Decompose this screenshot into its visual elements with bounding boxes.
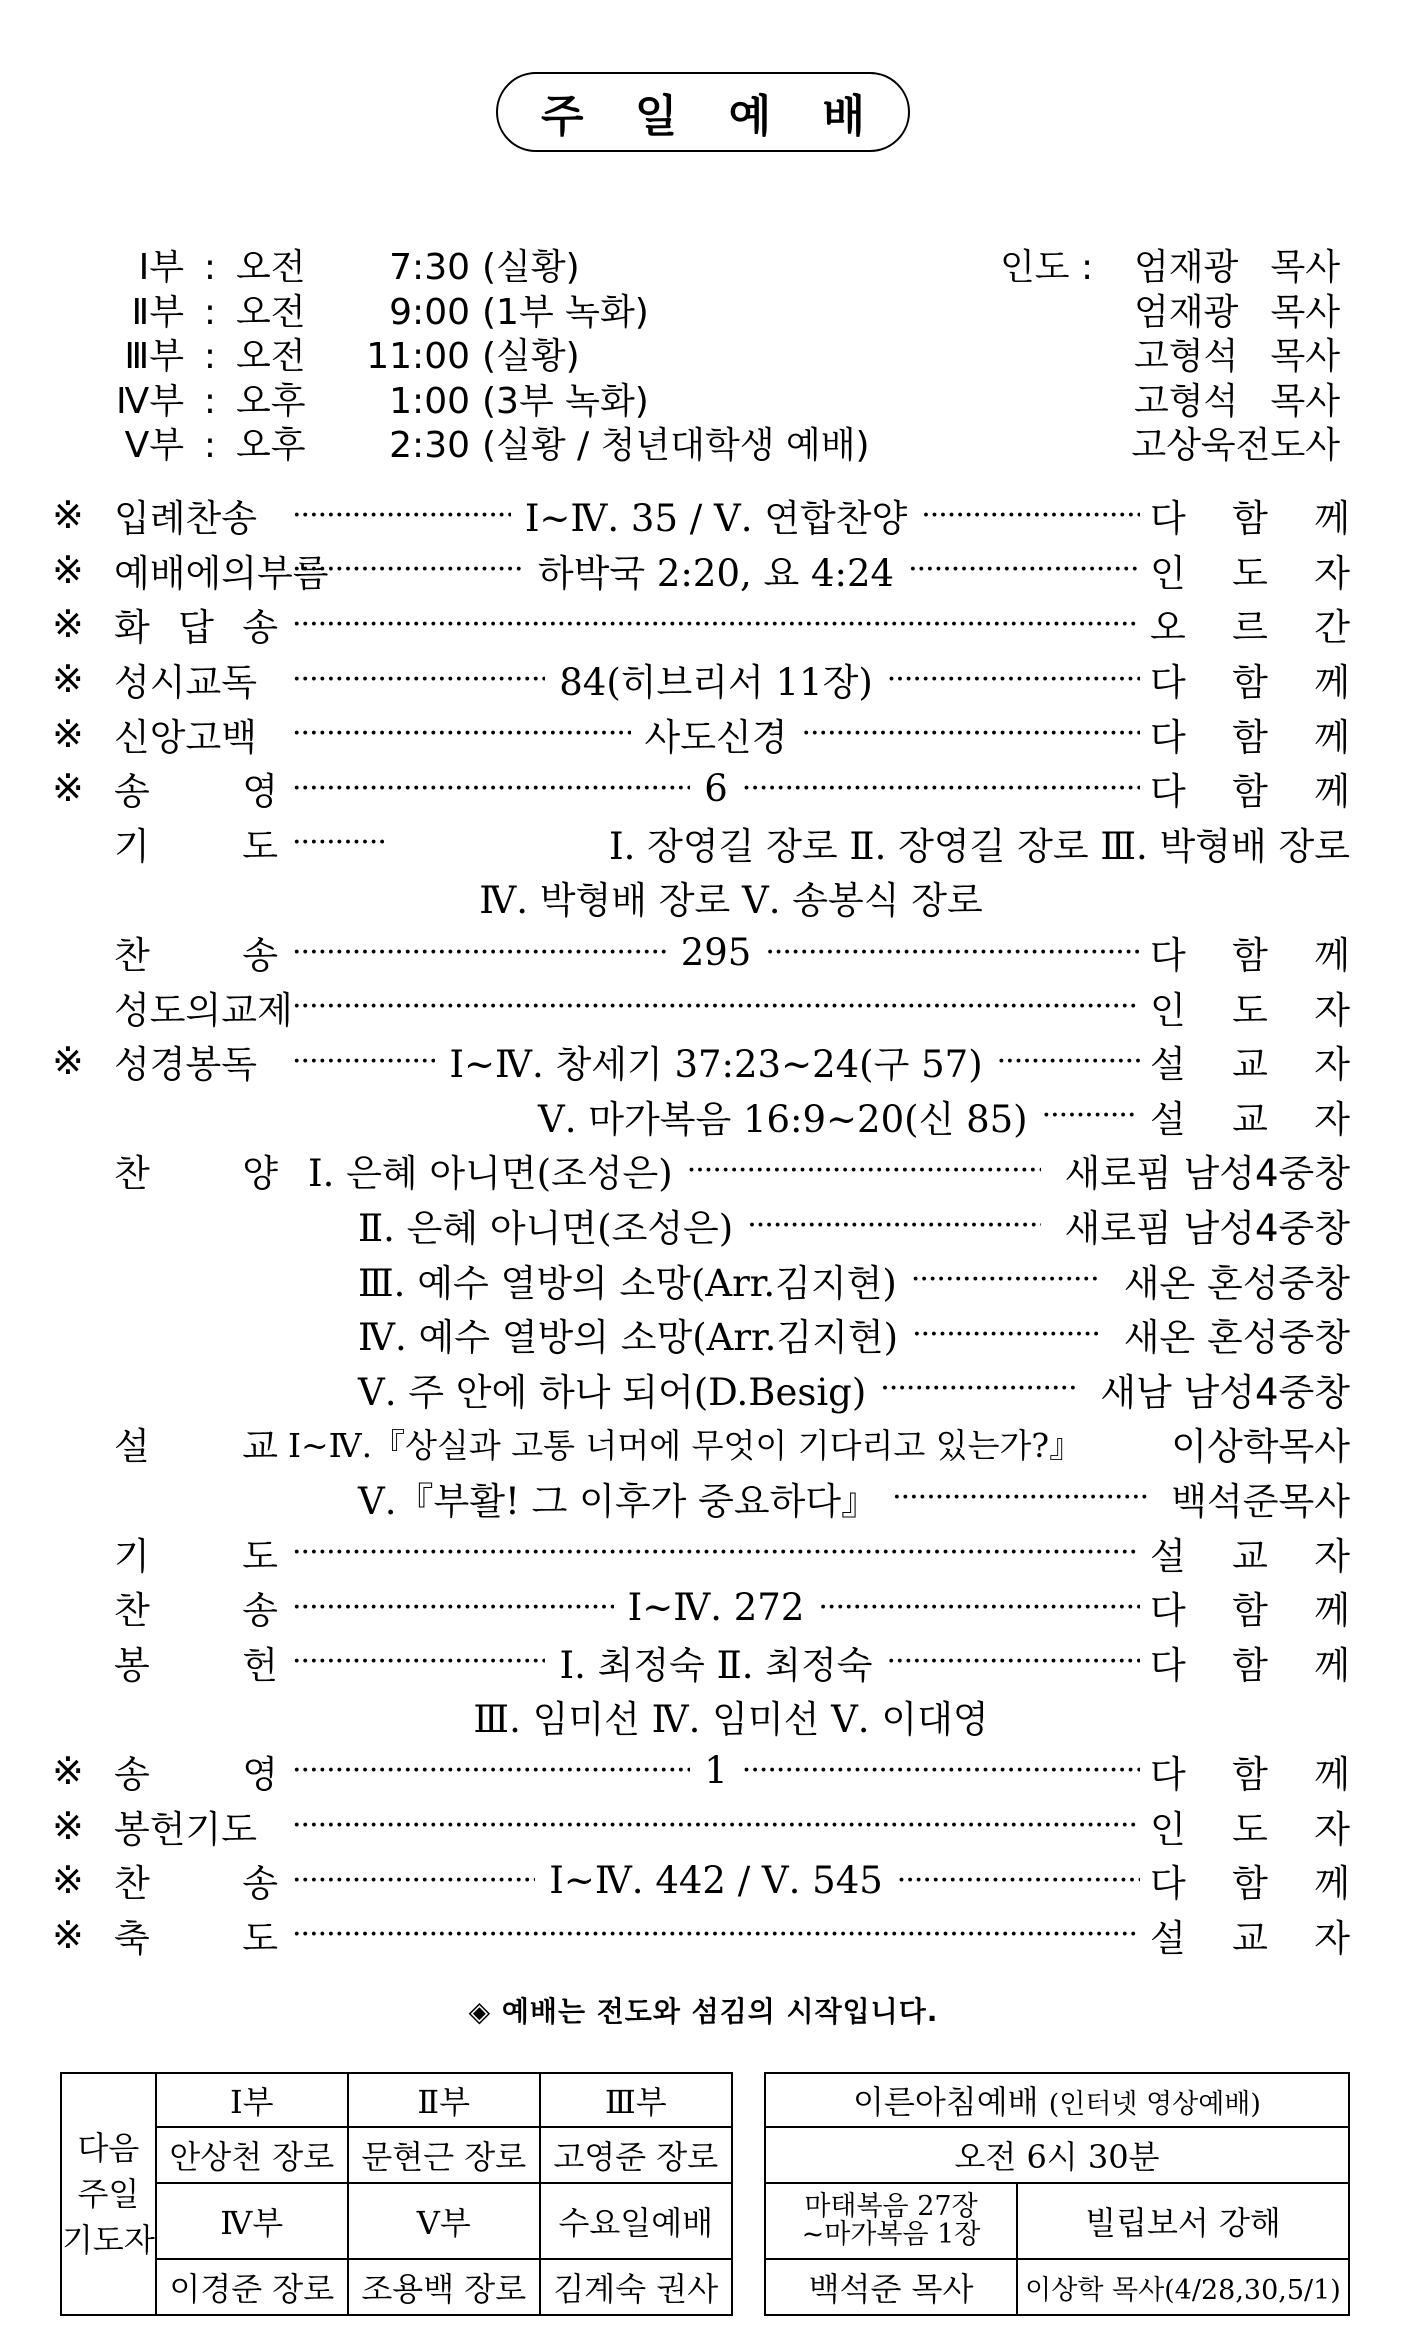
dot-leader (892, 1480, 1147, 1515)
worship-row (52, 1525, 1350, 1580)
worship-item: 성시교독 (114, 661, 257, 705)
worship-detail: Ⅰ. 장영길 장로 Ⅱ. 장영길 장로 Ⅲ. 박형배 장로 (609, 824, 1350, 868)
leader-row (1000, 246, 1340, 291)
prayer-name: 안상천 장로 (156, 2127, 348, 2183)
worship-detail: Ⅴ. 마가복음 16:9~20(신 85) (538, 1097, 1028, 1141)
dot-leader (818, 1590, 1140, 1625)
worship-item: 축 도 (114, 1916, 278, 1960)
order-of-worship (52, 488, 1350, 1962)
worship-leader: 다 함 께 (1150, 715, 1350, 759)
schedule-separator: : (203, 247, 217, 288)
worship-leader: 새온 혼성중창 (1123, 1261, 1350, 1305)
worship-leader: 다 함 께 (1150, 1752, 1351, 1796)
leader-name: 고상욱전도사 (1131, 425, 1340, 466)
worship-leader: 다 함 께 (1150, 1589, 1351, 1633)
worship-leader: 설 교 자 (1150, 1534, 1350, 1578)
worship-detail: Ⅲ. 예수 열방의 소망(Arr.김지현) (358, 1261, 897, 1305)
dot-leader (292, 771, 690, 806)
worship-row (52, 1907, 1350, 1962)
next-week-prayer-table (60, 2072, 733, 2316)
dot-leader (292, 1590, 614, 1625)
schedule-separator: : (203, 380, 217, 422)
prayer-name: 김계숙 권사 (540, 2259, 732, 2315)
worship-row (52, 652, 1350, 707)
schedule-row (86, 335, 870, 380)
leader-name: 엄재광 목사 (1134, 247, 1340, 288)
schedule-time: 2:30 (389, 425, 470, 466)
reference-mark: ※ (52, 1748, 84, 1793)
worship-continuation: Ⅳ. 박형배 장로 Ⅴ. 송봉식 장로 (479, 879, 983, 923)
worship-leader: 새온 혼성중창 (1123, 1316, 1350, 1360)
reference-mark: ※ (52, 1858, 84, 1903)
leader-row (1000, 335, 1340, 380)
worship-detail: Ⅴ.『부활! 그 이후가 중요하다』 (358, 1479, 879, 1523)
worship-leader: 인 도 자 (1150, 551, 1350, 595)
page-title: 주 일 예 배 (496, 72, 910, 152)
worship-leader: 다 함 께 (1150, 1643, 1350, 1687)
worship-item: 찬 양 (114, 1152, 278, 1196)
footer-note: ◈ 예배는 전도와 섬김의 시작입니다. (468, 1995, 939, 2028)
worship-row (52, 543, 1350, 598)
leader-label (1000, 291, 1134, 336)
worship-detail: Ⅰ~Ⅳ. 창세기 37:23~24(구 57) (449, 1043, 983, 1087)
dot-leader (292, 1044, 435, 1079)
worship-item: 봉 헌 (114, 1643, 278, 1687)
dot-leader (880, 1371, 1076, 1406)
worship-leader: 다 함 께 (1150, 934, 1350, 978)
leader-label: 인도 : (1000, 247, 1094, 288)
worship-item: 성경봉독 (114, 1043, 257, 1087)
dot-leader (292, 1808, 1140, 1843)
worship-row (52, 1034, 1350, 1089)
worship-detail: 하박국 2:20, 요 4:24 (537, 551, 895, 595)
dot-leader (997, 1044, 1140, 1079)
dot-leader (292, 552, 524, 587)
worship-detail: 6 (704, 766, 728, 810)
worship-row (52, 1798, 1350, 1853)
worship-leader: 다 함 께 (1150, 770, 1351, 814)
schedule-part: Ⅴ부 (124, 425, 184, 466)
schedule-ampm: 오전 (236, 247, 306, 288)
early-service-time: 오전 6시 30분 (765, 2127, 1349, 2183)
schedule-row (86, 424, 870, 469)
worship-row (52, 1198, 1350, 1253)
worship-row (52, 1307, 1350, 1362)
worship-item: 송 영 (114, 1752, 278, 1796)
schedule-note: (1부 녹화) (482, 291, 649, 333)
dot-leader (1042, 1098, 1136, 1133)
schedule-note: (실황) (482, 336, 580, 377)
worship-row (52, 1744, 1350, 1799)
worship-item: 설 교 (114, 1425, 278, 1469)
leader-row (1000, 291, 1340, 336)
worship-item: 찬 송 (114, 1589, 278, 1633)
schedule-part: Ⅰ부 (138, 247, 184, 288)
prayer-header: Ⅳ부 (156, 2183, 348, 2259)
prayer-table-label: 다음 주일 기도자 (61, 2073, 156, 2315)
worship-detail: Ⅱ. 은혜 아니면(조성은) (358, 1207, 734, 1251)
dot-leader (292, 662, 545, 697)
worship-leader: 설 교 자 (1150, 1097, 1350, 1141)
worship-row (52, 1689, 1350, 1744)
worship-continuation: Ⅲ. 임미선 Ⅳ. 임미선 Ⅴ. 이대영 (473, 1698, 989, 1742)
schedule-ampm: 오전 (236, 291, 306, 333)
prayer-header: 수요일예배 (540, 2183, 732, 2259)
worship-leader: 설 교 자 (1150, 1043, 1351, 1087)
schedule-separator: : (203, 425, 217, 466)
service-schedule (86, 246, 870, 469)
schedule-note: (실황 / 청년대학생 예배) (482, 425, 870, 466)
worship-row (52, 1143, 1350, 1198)
worship-leader: 오 르 간 (1150, 606, 1350, 650)
leader-name: 고형석 목사 (1134, 336, 1340, 377)
worship-row (52, 597, 1350, 652)
worship-item: 화 답 송 (114, 606, 278, 650)
worship-item: 신앙고백 (114, 715, 257, 759)
worship-row (52, 1252, 1350, 1307)
service-leaders (1000, 246, 1340, 469)
dot-leader (292, 1644, 545, 1679)
leader-row (1000, 424, 1340, 469)
early-service-preacher: 이상학 목사(4/28,30,5/1) (1017, 2259, 1349, 2315)
worship-row (52, 1416, 1350, 1471)
prayer-name: 이경준 장로 (156, 2259, 348, 2315)
leader-name: 고형석 목사 (1134, 380, 1340, 422)
reference-mark: ※ (52, 602, 84, 647)
dot-leader (921, 498, 1140, 533)
prayer-name: 문현근 장로 (348, 2127, 540, 2183)
worship-row (52, 761, 1350, 816)
dot-leader (908, 552, 1140, 587)
worship-detail: Ⅰ~Ⅳ. 35 / Ⅴ. 연합찬양 (524, 497, 908, 541)
worship-leader: 새로핌 남성4중창 (1064, 1207, 1350, 1251)
worship-row (52, 1634, 1350, 1689)
worship-row (52, 1471, 1350, 1526)
early-service-range: 마태복음 27장 ~마가복음 1장 (765, 2183, 1017, 2259)
worship-row (52, 1362, 1350, 1417)
schedule-ampm: 오후 (236, 425, 306, 466)
worship-leader: 다 함 께 (1150, 497, 1351, 541)
worship-row (52, 1089, 1350, 1144)
leader-label (1000, 335, 1134, 380)
sermon-title: Ⅰ~Ⅳ.『상실과 고통 너머에 무엇이 기다리고 있는가?』 (288, 1425, 1083, 1465)
worship-detail: Ⅰ~Ⅳ. 272 (627, 1585, 805, 1629)
worship-item: 기 도 (114, 1534, 278, 1578)
worship-row (52, 1580, 1350, 1635)
dot-leader (912, 1317, 1100, 1352)
prayer-name: 고영준 장로 (540, 2127, 732, 2183)
reference-mark: ※ (52, 711, 84, 756)
worship-leader: 설 교 자 (1150, 1916, 1350, 1960)
schedule-row (86, 246, 870, 291)
early-service-topic: 빌립보서 강해 (1017, 2183, 1349, 2259)
schedule-part: Ⅳ부 (116, 380, 184, 422)
worship-leader: 새로핌 남성4중창 (1064, 1152, 1350, 1196)
schedule-separator: : (203, 291, 217, 333)
prayer-header: Ⅲ부 (540, 2073, 732, 2127)
schedule-time: 9:00 (389, 291, 470, 333)
dot-leader (742, 771, 1140, 806)
dot-leader (292, 498, 511, 533)
dot-leader (292, 716, 631, 751)
dot-leader (292, 1753, 690, 1788)
worship-item: 찬 송 (114, 934, 278, 978)
dot-leader (292, 825, 388, 860)
dot-leader (292, 607, 1140, 642)
worship-row (52, 979, 1350, 1034)
reference-mark: ※ (52, 547, 84, 592)
schedule-separator: : (203, 336, 217, 377)
schedule-time: 1:00 (389, 380, 470, 422)
leader-label (1000, 424, 1131, 469)
dot-leader (765, 935, 1140, 970)
dot-leader (911, 1262, 1100, 1297)
early-morning-service-table (764, 2072, 1350, 2316)
reference-mark: ※ (52, 657, 84, 702)
worship-item: 송 영 (114, 770, 278, 814)
schedule-part: Ⅲ부 (124, 336, 184, 377)
reference-mark: ※ (52, 1803, 84, 1848)
worship-row (52, 816, 1350, 871)
dot-leader (292, 989, 1140, 1024)
schedule-note: (실황) (482, 247, 580, 288)
worship-leader: 인 도 자 (1150, 988, 1350, 1032)
reference-mark: ※ (52, 766, 84, 811)
schedule-row (86, 291, 870, 336)
worship-detail: 84(히브리서 11장) (559, 661, 873, 705)
worship-detail: 사도신경 (644, 715, 788, 759)
worship-item: 봉헌기도 (114, 1807, 257, 1851)
prayer-header: Ⅴ부 (348, 2183, 540, 2259)
worship-row (52, 488, 1350, 543)
reference-mark: ※ (52, 1039, 84, 1084)
prayer-header: Ⅰ부 (156, 2073, 348, 2127)
worship-item: 예배에의부름 (114, 551, 329, 595)
dot-leader (887, 1644, 1140, 1679)
schedule-time: 11:00 (366, 336, 470, 377)
leader-label (1000, 380, 1134, 425)
schedule-part: Ⅱ부 (131, 291, 184, 333)
worship-leader: 새남 남성4중창 (1100, 1370, 1350, 1414)
worship-row (52, 706, 1350, 761)
worship-leader: 다 함 께 (1150, 1862, 1351, 1906)
worship-detail: Ⅰ~Ⅳ. 442 / Ⅴ. 545 (549, 1858, 883, 1902)
dot-leader (747, 1208, 1040, 1243)
worship-item: 찬 송 (114, 1862, 278, 1906)
dot-leader (292, 1917, 1140, 1952)
dot-leader (292, 935, 667, 970)
worship-leader: 이상학목사 (1171, 1425, 1350, 1469)
reference-mark: ※ (52, 493, 84, 538)
dot-leader (292, 1535, 1140, 1570)
worship-item: 기 도 (114, 824, 278, 868)
dot-leader (801, 716, 1140, 751)
worship-detail: Ⅴ. 주 안에 하나 되어(D.Besig) (358, 1370, 867, 1414)
prayer-header: Ⅱ부 (348, 2073, 540, 2127)
schedule-note: (3부 녹화) (482, 380, 649, 422)
reference-mark: ※ (52, 1912, 84, 1957)
worship-detail: Ⅰ. 은혜 아니면(조성은) (308, 1152, 673, 1196)
leader-name: 엄재광 목사 (1134, 291, 1340, 333)
dot-leader (742, 1753, 1140, 1788)
worship-leader: 백석준목사 (1171, 1479, 1350, 1523)
schedule-row (86, 380, 870, 425)
worship-item: 성도의교제 (114, 988, 293, 1032)
schedule-ampm: 오전 (236, 336, 306, 377)
worship-row (52, 1853, 1350, 1908)
worship-leader: 다 함 께 (1150, 661, 1351, 705)
prayer-name: 조용백 장로 (348, 2259, 540, 2315)
worship-leader: 인 도 자 (1150, 1807, 1350, 1851)
worship-row (52, 870, 1350, 925)
worship-row (52, 925, 1350, 980)
dot-leader (887, 662, 1140, 697)
worship-detail: Ⅰ. 최정숙 Ⅱ. 최정숙 (559, 1643, 873, 1687)
worship-detail: Ⅳ. 예수 열방의 소망(Arr.김지현) (358, 1316, 899, 1360)
dot-leader (687, 1153, 1041, 1188)
dot-leader (897, 1863, 1140, 1898)
schedule-time: 7:30 (389, 247, 470, 288)
worship-detail: 1 (704, 1749, 728, 1793)
worship-item: 입례찬송 (114, 497, 257, 541)
leader-row (1000, 380, 1340, 425)
schedule-ampm: 오후 (236, 380, 306, 422)
early-service-preacher: 백석준 목사 (765, 2259, 1017, 2315)
early-service-title: 이른아침예배 (인터넷 영상예배) (765, 2073, 1349, 2127)
worship-detail: 295 (680, 930, 752, 974)
dot-leader (292, 1863, 535, 1898)
